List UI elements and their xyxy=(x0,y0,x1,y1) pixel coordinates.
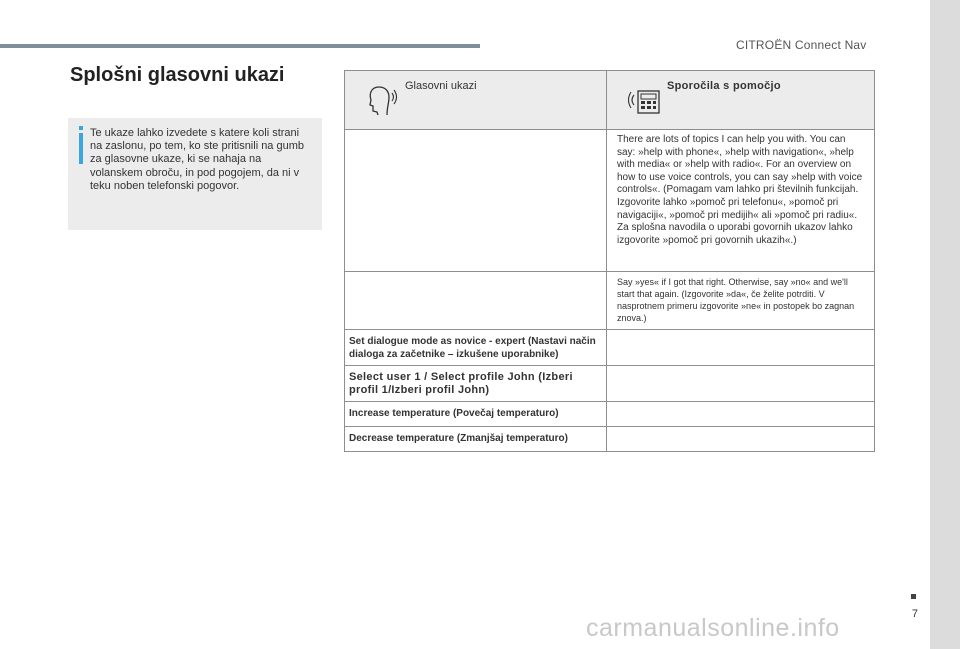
page-title: Splošni glasovni ukazi xyxy=(70,64,285,86)
watermark: carmanualsonline.info xyxy=(586,614,840,642)
command-text: Decrease temperature (Zmanjšaj temperaturo) xyxy=(349,433,568,444)
command-cell xyxy=(345,330,607,366)
response-cell xyxy=(607,330,875,366)
table-row xyxy=(345,272,875,330)
response-cell xyxy=(607,272,875,330)
command-cell xyxy=(345,402,607,427)
response-cell xyxy=(607,402,875,427)
table-row xyxy=(345,427,875,452)
header-cell-commands xyxy=(345,71,607,130)
table-header-row xyxy=(345,71,875,130)
header-cell-help xyxy=(607,71,875,130)
command-text: Set dialogue mode as novice - expert (Nastavi način dialoga za začetnike – izkušene uporabnike) xyxy=(349,336,596,360)
header-help-label: Sporočila s pomočjo xyxy=(667,80,781,92)
header-rule xyxy=(0,44,480,48)
command-text: Increase temperature (Povečaj temperaturo) xyxy=(349,408,559,419)
side-strip xyxy=(930,0,960,649)
response-text: There are lots of topics I can help you with. You can say: »help with phone«, »help with navigation«, »help with media« or »help with radio«. For an overview on how to use voice controls, you can say »help with voice controls«. (Pomagam vam lahko pri številnih funkcijah. Izgovorite lahko »pomoč pri telefonu«, »pomoč pri navigaciji«, »pomoč pri medijih« ali »pomoč pri radiu«. Za splošna navodila o uporabi govornih ukazov lahko izgovorite »pomoč pri govornih ukazih«.) xyxy=(617,134,863,246)
response-cell xyxy=(607,130,875,272)
page-marker xyxy=(911,594,916,599)
voice-commands-table xyxy=(344,70,875,452)
table-row xyxy=(345,330,875,366)
response-cell xyxy=(607,366,875,402)
response-text: Say »yes« if I got that right. Otherwise, say »no« and we'll start that again. (Izgovorite »da«, če želite potrditi. V nasprotnem primeru izgovorite »ne« in postopek bo zagnan znova.) xyxy=(617,277,855,323)
help-voice-icon xyxy=(627,83,661,117)
speaking-head-icon xyxy=(365,83,399,117)
brand-label: CITROËN Connect Nav xyxy=(736,38,867,52)
table-row xyxy=(345,130,875,272)
table-row xyxy=(345,402,875,427)
page-number: 7 xyxy=(911,608,918,620)
info-text: Te ukaze lahko izvedete s katere koli strani na zaslonu, po tem, ko ste pritisnili na gumb za glasovne ukaze, ki se nahaja na volanskem obroču, in pod pogojem, da ni v teku noben telefonski pogovor. xyxy=(90,127,305,192)
response-cell xyxy=(607,427,875,452)
command-cell xyxy=(345,366,607,402)
command-cell xyxy=(345,272,607,330)
command-cell xyxy=(345,427,607,452)
info-box xyxy=(68,118,322,230)
command-text: Select user 1 / Select profile John (Izberi profil 1/Izberi profil John) xyxy=(349,371,573,396)
table-row xyxy=(345,366,875,402)
header-commands-label: Glasovni ukazi xyxy=(405,80,477,92)
command-cell xyxy=(345,130,607,272)
info-icon xyxy=(76,126,90,166)
